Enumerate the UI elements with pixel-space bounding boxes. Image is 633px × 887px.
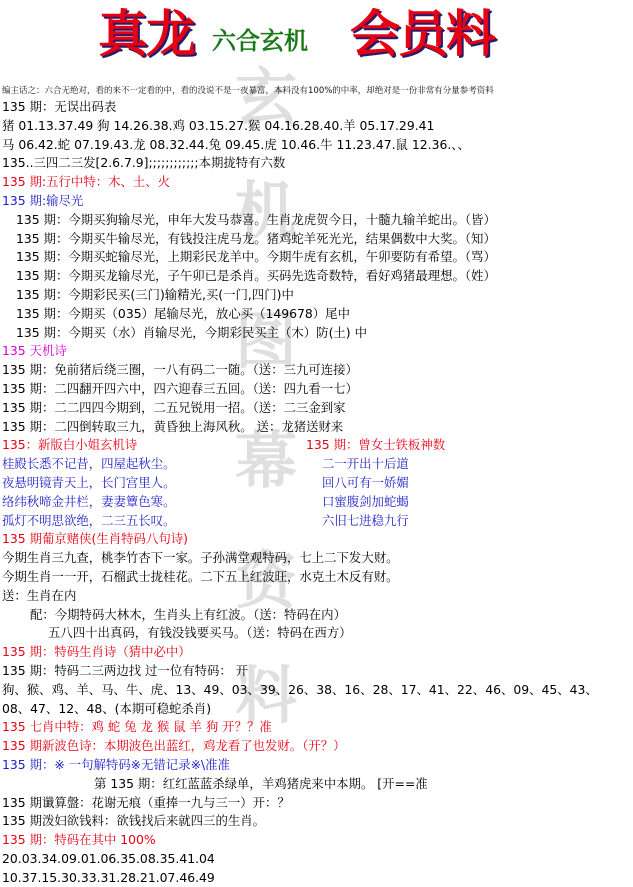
- text-line: 135 期：免前猪后绕三圈，一八有码二一随。（送：三九可连接）: [2, 362, 358, 378]
- watermark-glyph: 玄: [234, 61, 297, 134]
- text-line: 135 期:五行中特：木、土、火: [2, 174, 171, 190]
- watermark-glyph: 幕: [234, 424, 297, 497]
- title-banner: [0, 0, 633, 72]
- banner-title-left: 真龙: [98, 4, 194, 63]
- watermark-glyph: 图: [234, 304, 297, 377]
- text-line: 今期生肖三九查，桃李竹杏下一家。子孙满堂观特码，七上二下发大财。: [2, 550, 399, 566]
- poem-line-left: 孤灯不明思欲绝，二三五长叹。: [2, 512, 176, 528]
- text-line: 135 期：今期彩民买(三门)输精光,买(一门,四门)中: [16, 287, 294, 302]
- banner-title-mid: 六合玄机: [212, 26, 308, 55]
- poem-line-left: 桂殿长悉不记昔，四屋起秋尘。: [2, 456, 176, 472]
- text-line: 马 06.42.蛇 07.19.43.龙 08.32.44.兔 09.45.虎 10.46.牛 11.23.47.鼠 12.36.、、: [2, 136, 470, 152]
- text-line: 135 期：今期买（035）尾输尽光，放心买（149678）尾中: [16, 305, 350, 321]
- poem-line-right: 六旧七进稳九行: [322, 512, 409, 528]
- text-line: 135 期：二四翻开四六中，四六迎春三五回。（送：四九看一七）: [2, 381, 358, 396]
- watermark-glyph: 机: [234, 174, 297, 247]
- text-line: 135 期：特码二三两边找 过一位有特码： 开: [2, 663, 249, 678]
- text-line: 135 期：无误出码表: [2, 99, 117, 114]
- text-line: 135 七肖中特：鸡 蛇 兔 龙 猴 鼠 羊 狗 开？？准: [2, 719, 272, 735]
- text-line: 猪 01.13.37.49 狗 14.26.38.鸡 03.15.27.猴 04.16.28.40.羊 05.17.29.41: [2, 117, 435, 133]
- text-line: 135 期泼妇欲钱料：欲钱找后来就四三的生肖。: [2, 813, 266, 829]
- text-line: 135 期：二二四四今期到，二五兄锐用一招。（送：二三金到家: [2, 399, 346, 415]
- text-line: 135 期：今期买龙输尽光，子午卯已是杀肖。买码先选奇数特，看好鸡猪最理想。（姓）: [16, 268, 496, 284]
- text-line: 135 期:输尽光: [2, 193, 84, 208]
- text-line: 10.37.15.30.33.31.28.21.07.46.49: [2, 869, 215, 885]
- text-line: 配：今期特码大林木，生肖头上有红波。（送：特码在内）: [30, 606, 346, 622]
- text-line: 135 天机诗: [2, 343, 67, 359]
- text-line: 135 期：二四倒转取三九，黄昏独上海风秋。 送：龙猪送财来: [2, 418, 344, 434]
- text-line: 135 期：特码生肖诗（猜中必中）: [2, 644, 191, 660]
- text-line: 08、47、12、48、(本期可稳蛇杀肖): [2, 700, 212, 716]
- text-line: 今期生肖一一开，石榴武士拢桂花。二下五上红波旺，水克土木反有财。: [2, 569, 399, 584]
- text-line: 135 期：今期买牛输尽光，有钱投注虎马龙。猪鸡蛇羊死光光，结果偶数中大奖。（知）: [16, 230, 496, 246]
- text-line: 135..三四二三发[2.6.7.9];;;;;;;;;;;;本期拢特有六数: [2, 155, 286, 171]
- left-column-title: 135：新版白小姐玄机诗: [2, 437, 138, 453]
- poem-line-left: 络纬秋啼金井栏，妻妻簟色寒。: [2, 493, 176, 509]
- poem-line-right: 回八可有一娇媚: [322, 475, 409, 490]
- text-line: 135 期谶算盤：花谢无痕（重捧一九与三一）开：？: [2, 794, 290, 810]
- text-line: 狗、猴、鸡、羊、马、牛、虎、13、49、03、39、26、38、16、28、17、41、22、46、09、45、43、: [2, 681, 598, 697]
- editor-note: 编主话之：六合无绝对，看的来不一定看的中，看的没说不是一夜暴富，本料没有100%的中率，却绝对是一份非常有分量参考资料: [2, 86, 494, 96]
- text-line: 第 135 期：红红蓝蓝杀绿单，羊鸡猪虎来中本期。 [开==准: [94, 775, 428, 791]
- text-line: 135 期葡京赌侠(生肖特码八句诗): [2, 531, 188, 547]
- text-line: 20.03.34.09.01.06.35.08.35.41.04: [2, 851, 215, 866]
- banner-title-right: 会员料: [350, 4, 494, 63]
- text-line: 135 期：今期买（水）肖输尽光，今期彩民买主（木）防(土) 中: [16, 324, 367, 340]
- poem-line-left: 夜悬明镜青天上，长门宫里人。: [2, 475, 176, 490]
- text-line: 送：生肖在内: [2, 587, 77, 603]
- poem-line-right: 二一开出十后道: [322, 456, 409, 472]
- text-line: 135 期：※ 一句解特码※无错记录※\准准: [2, 757, 230, 772]
- text-line: 135 期：今期买蛇输尽光，上期彩民龙羊中。今期牛虎有玄机，午卯要防有希望。（骂）: [16, 249, 496, 265]
- watermark-glyph: 料: [234, 659, 297, 732]
- text-line: 135 期新波色诗：本期波色出蓝红，鸡龙看了也发财。（开？）: [2, 738, 346, 754]
- text-line: 135 期：今期买狗输尽光，申年大发马恭喜。生肖龙虎贺今日，十髓九输羊蛇出。（皆）: [16, 211, 496, 227]
- text-line: 五八四十出真码，有钱没钱要买马。（送：特码在西方）: [48, 625, 352, 641]
- right-column-title: 135 期：曾女士铁板神数: [306, 437, 446, 453]
- watermark-glyph: 资: [234, 544, 297, 617]
- poem-line-right: 口蜜腹剑加蛇蝎: [322, 493, 409, 509]
- text-line: 135 期：特码在其中 100%: [2, 832, 156, 848]
